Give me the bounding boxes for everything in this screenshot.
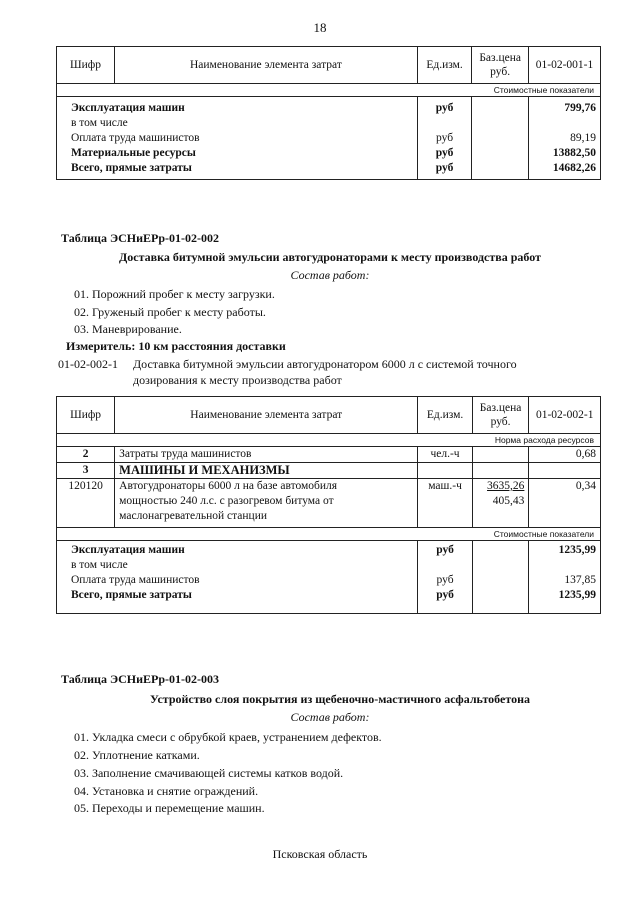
table-row: Материальные ресурсы руб 13882,50	[57, 146, 601, 161]
list-item: 04. Установка и снятие ограждений.	[74, 784, 259, 798]
table-row: Оплата труда машинистов руб 137,85	[57, 573, 601, 588]
col-code-value-header: 01-02-001-1	[528, 47, 600, 84]
table-row: 2 Затраты труда машинистов чел.-ч 0,68	[57, 447, 601, 463]
item-code: 01-02-002-1	[58, 357, 118, 371]
page-number: 18	[313, 20, 327, 35]
col-code-value-header: 01-02-002-1	[529, 397, 601, 434]
table-row: Эксплуатация машин руб 1235,99	[57, 541, 601, 559]
col-base-price-header: Баз.цена руб.	[472, 397, 529, 434]
table-row: в том числе	[57, 116, 601, 131]
subheader-cost: Стоимостные показатели	[57, 84, 601, 97]
table-title-01-02-003: Таблица ЭСНиЕРр-01-02-003	[61, 672, 220, 686]
col-unit-header: Ед.изм.	[417, 47, 472, 84]
item-description: Доставка битумной эмульсии автогудронатором 6000 л с системой точного	[133, 357, 517, 371]
table-row: в том числе	[57, 558, 601, 573]
table-row: мощностью 240 л.с. с разогревом битума от 405,43	[57, 494, 601, 509]
composition-label: Состав работ:	[290, 268, 370, 282]
table-row: Оплата труда машинистов руб 89,19	[57, 131, 601, 146]
table-title-01-02-002: Таблица ЭСНиЕРр-01-02-002	[61, 231, 220, 245]
table-row: Всего, прямые затраты руб 14682,26	[57, 161, 601, 180]
list-item: 01. Укладка смеси с обрубкой краев, устранением дефектов.	[74, 730, 382, 744]
table-row: Эксплуатация машин руб 799,76	[57, 97, 601, 117]
list-item: 02. Груженый пробег к месту работы.	[74, 305, 266, 319]
item-description: дозирования к месту производства работ	[133, 373, 342, 387]
col-code-header: Шифр	[57, 47, 115, 84]
list-item: 05. Переходы и перемещение машин.	[74, 801, 265, 815]
subheader-norm: Норма расхода ресурсов	[57, 434, 601, 447]
table-row: 120120 Автогудронаторы 6000 л на базе автомобиля маш.-ч 3635,26 0,34	[57, 479, 601, 495]
table-row: 3 МАШИНЫ И МЕХАНИЗМЫ	[57, 463, 601, 479]
table-row: маслонагревательной станции	[57, 509, 601, 528]
resource-table-01-02-002	[56, 396, 601, 614]
col-unit-header: Ед.изм.	[418, 397, 472, 434]
list-item: 02. Уплотнение катками.	[74, 748, 200, 762]
measure-label: Измеритель: 10 км расстояния доставки	[66, 339, 286, 353]
col-name-header: Наименование элемента затрат	[115, 397, 418, 434]
subheader-cost: Стоимостные показатели	[57, 528, 601, 541]
col-code-header: Шифр	[57, 397, 115, 434]
list-item: 01. Порожний пробег к месту загрузки.	[74, 287, 275, 301]
section-heading-01-02-003: Устройство слоя покрытия из щебеночно-мастичного асфальтобетона	[149, 692, 531, 706]
list-item: 03. Заполнение смачивающей системы катков водой.	[74, 766, 344, 780]
footer-region: Псковская область	[272, 847, 368, 861]
col-base-price-header: Баз.цена руб.	[472, 47, 529, 84]
section-heading-01-02-002: Доставка битумной эмульсии автогудронаторами к месту производства работ	[119, 250, 541, 264]
composition-label: Состав работ:	[290, 710, 370, 724]
list-item: 03. Маневрирование.	[74, 322, 182, 336]
cost-table-01-02-001	[56, 46, 601, 180]
col-name-header: Наименование элемента затрат	[115, 47, 418, 84]
table-row: Всего, прямые затраты руб 1235,99	[57, 588, 601, 614]
